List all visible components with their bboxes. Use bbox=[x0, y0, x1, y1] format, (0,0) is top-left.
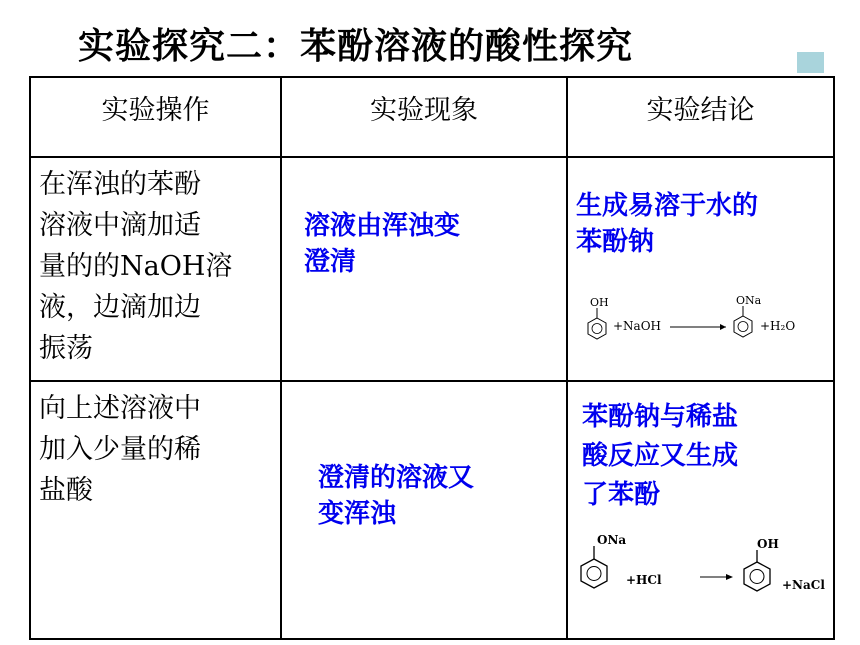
header-conclusion: 实验结论 bbox=[567, 77, 834, 157]
arrow-head bbox=[720, 324, 726, 330]
arrow-head bbox=[726, 574, 733, 580]
reagent-label: +NaOH bbox=[613, 319, 662, 333]
phenomenon-text: 澄清的溶液又 变浑浊 bbox=[318, 463, 475, 529]
decorative-square bbox=[797, 52, 824, 73]
byproduct-label: +NaCl bbox=[782, 578, 825, 592]
table-row bbox=[30, 381, 834, 639]
conclusion-text: 苯酚钠与稀盐 酸反应又生成 了苯酚 bbox=[582, 402, 739, 510]
experiment-table bbox=[29, 76, 835, 640]
phenomenon-text: 溶液由浑浊变 澄清 bbox=[304, 211, 461, 277]
phenoxide-group-label: ONa bbox=[597, 533, 627, 547]
phenol-group-label: OH bbox=[590, 296, 609, 309]
reaction-equation-hcl bbox=[570, 532, 834, 612]
operation-cell bbox=[30, 157, 281, 381]
page-title: 实验探究二：苯酚溶液的酸性探究 bbox=[78, 26, 634, 67]
sodium-phenoxide-structure bbox=[734, 294, 762, 337]
sodium-phenoxide-structure bbox=[581, 533, 626, 588]
phenomenon-cell bbox=[281, 157, 567, 381]
conclusion-cell bbox=[567, 157, 834, 381]
header-operation: 实验操作 bbox=[30, 77, 281, 157]
byproduct-label: +H₂O bbox=[760, 319, 796, 333]
header-phenomenon: 实验现象 bbox=[281, 77, 567, 157]
reagent-label: +HCl bbox=[626, 573, 662, 587]
phenol-group-label: OH bbox=[757, 537, 779, 551]
phenoxide-group-label: ONa bbox=[736, 294, 762, 307]
conclusion-cell bbox=[567, 381, 834, 639]
phenol-structure bbox=[588, 296, 609, 339]
conclusion-text: 生成易溶于水的 苯酚钠 bbox=[576, 191, 759, 257]
operation-text: 在浑浊的苯酚 溶液中滴加适 量的的NaOH溶 液，边滴加边 振荡 bbox=[39, 169, 233, 364]
header-row bbox=[30, 77, 834, 157]
operation-cell bbox=[30, 381, 281, 639]
phenol-structure bbox=[744, 537, 779, 591]
phenomenon-cell bbox=[281, 381, 567, 639]
reaction-equation-naoh bbox=[576, 294, 836, 364]
operation-text: 向上述溶液中 加入少量的稀 盐酸 bbox=[39, 393, 201, 506]
table-row bbox=[30, 157, 834, 381]
